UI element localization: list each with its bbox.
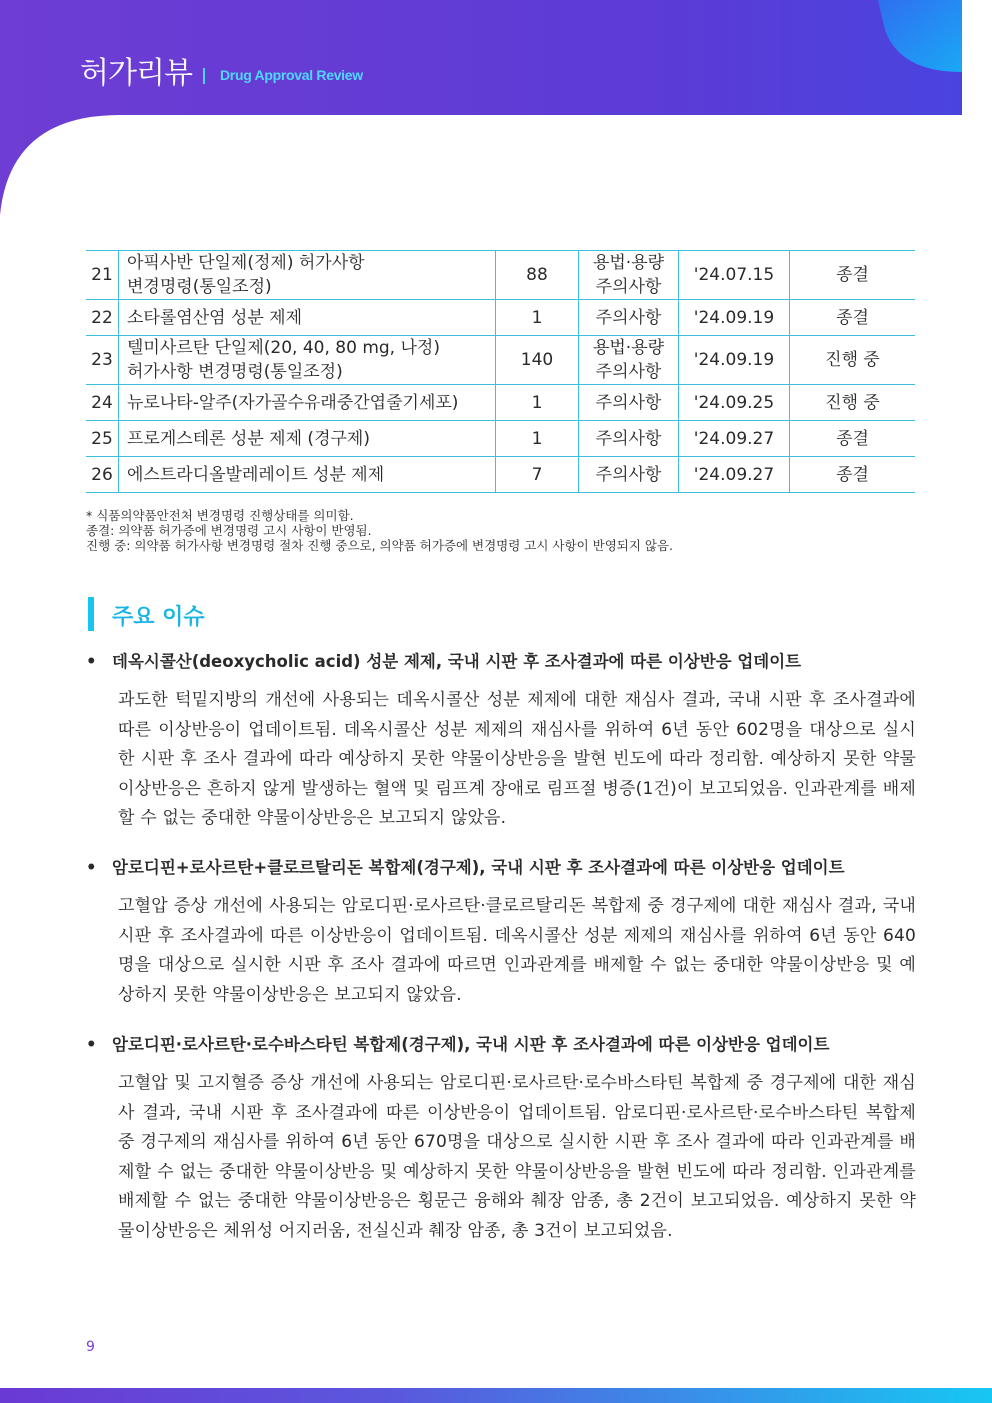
cell-drug-name: 텔미사르탄 단일제(20, 40, 80 mg, 나정) 허가사항 변경명령(통일조정) xyxy=(119,336,496,385)
cell-category: 주의사항 xyxy=(579,300,679,336)
issue-heading xyxy=(86,650,916,674)
header-title: 허가리뷰 xyxy=(80,56,192,91)
cell-date: '24.09.25 xyxy=(679,385,790,421)
issue-heading xyxy=(86,856,916,880)
table-row xyxy=(86,457,915,493)
cell-date: '24.07.15 xyxy=(679,251,790,300)
cell-count: 88 xyxy=(496,251,579,300)
section-title: 주요 이슈 xyxy=(112,605,205,630)
issue-body: 과도한 턱밑지방의 개선에 사용되는 데옥시콜산 성분 제제에 대한 재심사 결과, 국내 시판 후 조사결과에 따른 이상반응이 업데이트됨. 데옥시콜산 성분 제제의 재심사를 위하여 6년 동안 602명을 대상으로 실시한 시판 후 조사 결과에 따라 예상하지 못한 약물이상반응을 발현 빈도에 따라 정리함. 예상하지 못한 약물이상반응은 흔하지 않게 발생하는 혈액 및 림프계 장애로 림프절 병증(1건)이 보고되었음. 인과관계를 배제할 수 없는 중대한 약물이상반응은 보고되지 않았음. xyxy=(118,690,916,828)
table-row xyxy=(86,300,915,336)
bullet-icon: • xyxy=(86,1035,97,1054)
issue-heading-text: 암로디핀·로사르탄·로수바스타틴 복합제(경구제), 국내 시판 후 조사결과에 따른 이상반응 업데이트 xyxy=(112,1035,830,1054)
table-row xyxy=(86,421,915,457)
cell-count: 1 xyxy=(496,385,579,421)
issue-heading-text: 데옥시콜산(deoxycholic acid) 성분 제제, 국내 시판 후 조사결과에 따른 이상반응 업데이트 xyxy=(112,652,802,671)
cell-status: 종결 xyxy=(790,457,916,493)
cell-number: 24 xyxy=(86,385,119,421)
note-line: 종결: 의약품 허가증에 변경명령 고시 사항이 반영됨. xyxy=(86,523,372,538)
note-line: 진행 중: 의약품 허가사항 변경명령 절차 진행 중으로, 의약품 허가증에 변경명령 고시 사항이 반영되지 않음. xyxy=(86,538,674,553)
header-banner xyxy=(0,0,992,215)
issue-item xyxy=(86,1033,916,1246)
issue-heading-text: 암로디핀+로사르탄+클로르탈리돈 복합제(경구제), 국내 시판 후 조사결과에 따른 이상반응 업데이트 xyxy=(112,858,845,877)
cell-count: 1 xyxy=(496,421,579,457)
cell-number: 22 xyxy=(86,300,119,336)
cell-drug-name: 아픽사반 단일제(정제) 허가사항 변경명령(통일조정) xyxy=(119,251,496,300)
cell-date: '24.09.27 xyxy=(679,421,790,457)
table-body xyxy=(86,251,915,493)
table-row xyxy=(86,385,915,421)
issue-body: 고혈압 증상 개선에 사용되는 암로디핀·로사르탄·클로르탈리돈 복합제 중 경구제에 대한 재심사 결과, 국내 시판 후 조사결과에 따른 이상반응이 업데이트됨. 데옥시콜산 성분 제제의 재심사를 위하여 6년 동안 640명을 대상으로 실시한 시판 후 조사 결과에 따르면 인과관계를 배제할 수 없는 중대한 약물이상반응 및 예상하지 못한 약물이상반응은 보고되지 않았음. xyxy=(118,896,916,1005)
cell-count: 1 xyxy=(496,300,579,336)
cell-status: 진행 중 xyxy=(790,385,916,421)
cell-number: 26 xyxy=(86,457,119,493)
page-number: 9 xyxy=(86,1339,95,1355)
cell-category: 주의사항 xyxy=(579,421,679,457)
issue-item xyxy=(86,650,916,834)
cell-number: 25 xyxy=(86,421,119,457)
header-divider xyxy=(203,68,205,84)
cell-status: 종결 xyxy=(790,421,916,457)
cell-category: 주의사항 xyxy=(579,457,679,493)
section-accent-bar xyxy=(88,597,94,631)
cell-drug-name: 뉴로나타-알주(자가골수유래중간엽줄기세포) xyxy=(119,385,496,421)
note-line: * 식품의약품안전처 변경명령 진행상태를 의미함. xyxy=(86,508,354,523)
cell-number: 23 xyxy=(86,336,119,385)
cell-number: 21 xyxy=(86,251,119,300)
bullet-icon: • xyxy=(86,858,97,877)
header-subtitle: Drug Approval Review xyxy=(220,67,363,83)
cell-date: '24.09.27 xyxy=(679,457,790,493)
cell-drug-name: 프로게스테론 성분 제제 (경구제) xyxy=(119,421,496,457)
issue-body: 고혈압 및 고지혈증 증상 개선에 사용되는 암로디핀·로사르탄·로수바스타틴 복합제 중 경구제에 대한 재심사 결과, 국내 시판 후 조사결과에 따른 이상반응이 업데이트됨. 암로디핀·로사르탄·로수바스타틴 복합제 중 경구제의 재심사를 위하여 6년 동안 670명을 대상으로 실시한 시판 후 조사 결과에 따라 인과관계를 배제할 수 없는 중대한 약물이상반응 및 예상하지 못한 약물이상반응을 발현 빈도에 따라 정리함. 인과관계를 배제할 수 없는 중대한 약물이상반응은 횡문근 융해와 췌장 암종, 총 2건이 보고되었음. 예상하지 못한 약물이상반응은 체위성 어지러움, 전실신과 췌장 암종, 총 3건이 보고되었음. xyxy=(118,1073,916,1241)
footer-gradient-bar xyxy=(0,1388,992,1403)
table-row xyxy=(86,251,915,300)
cell-drug-name: 에스트라디올발레레이트 성분 제제 xyxy=(119,457,496,493)
cell-drug-name: 소타롤염산염 성분 제제 xyxy=(119,300,496,336)
cell-status: 종결 xyxy=(790,251,916,300)
cell-category: 용법·용량 주의사항 xyxy=(579,251,679,300)
bullet-icon: • xyxy=(86,652,97,671)
drug-approval-table xyxy=(86,250,915,493)
table-notes xyxy=(86,508,673,553)
cell-status: 종결 xyxy=(790,300,916,336)
table-row xyxy=(86,336,915,385)
cell-count: 140 xyxy=(496,336,579,385)
issue-item xyxy=(86,856,916,1010)
issue-heading xyxy=(86,1033,916,1057)
cell-count: 7 xyxy=(496,457,579,493)
cell-category: 주의사항 xyxy=(579,385,679,421)
cell-category: 용법·용량 주의사항 xyxy=(579,336,679,385)
cell-status: 진행 중 xyxy=(790,336,916,385)
cell-date: '24.09.19 xyxy=(679,336,790,385)
cell-date: '24.09.19 xyxy=(679,300,790,336)
